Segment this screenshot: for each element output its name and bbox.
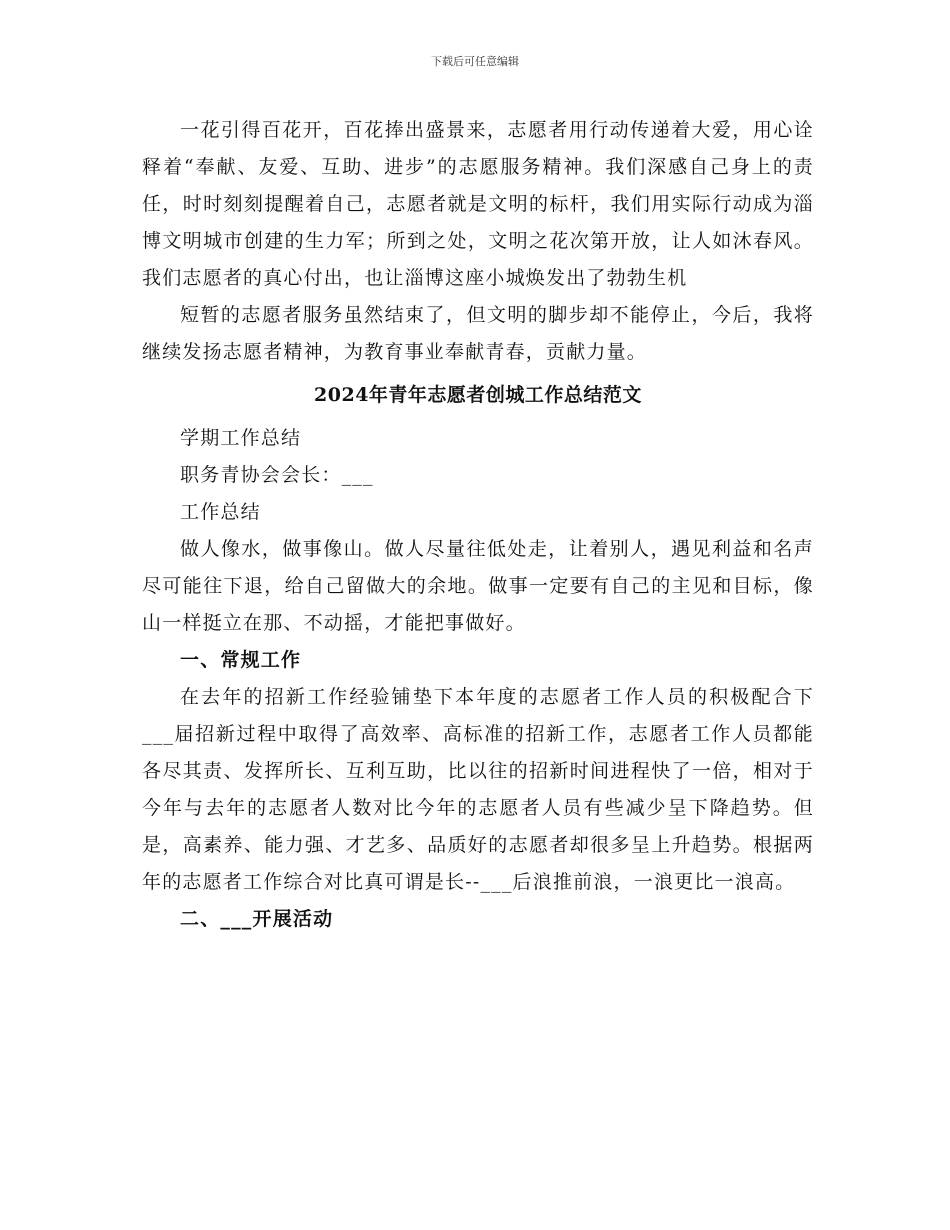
position-line: 职务青协会会长：___ [180,464,374,486]
page-header: 下载后可任意编辑 [431,55,519,68]
body-paragraph-1: 做人像水，做事像山。做人尽量往低处走，让着别人，遇见利益和名声尽可能往下退，给自己留做大的余地。做事一定要有自己的主见和目标，像山一样挺立在那、不动摇，才能把事做好。 [142,538,814,634]
intro-paragraph-1: 一花引得百花开，百花捧出盛景来，志愿者用行动传递着大爱，用心诠释着“奉献、友爱、互助、进步”的志愿服务精神。我们深感自己身上的责任，时时刻刻提醒着自己，志愿者就是文明的标杆，我们用实际行动成为淄博文明城市创建的生力军；所到之处，文明之花次第开放，让人如沐春风。我们志愿者的真心付出，也让淄博这座小城焕发出了勃勃生机 [142,119,814,289]
subtitle-term-summary: 学期工作总结 [180,427,302,449]
document-body [142,112,814,938]
document-title: 2024年青年志愿者创城工作总结范文 [314,384,642,406]
section-heading-1: 一、常规工作 [180,649,302,671]
section-1-paragraph: 在去年的招新工作经验铺垫下本年度的志愿者工作人员的积极配合下___届招新过程中取得了高效率、高标准的招新工作，志愿者工作人员都能各尽其责、发挥所长、互利互助，比以往的招新时间进程快了一倍，相对于今年与去年的志愿者人数对比今年的志愿者人员有些减少呈下降趋势。但是，高素养、能力强、才艺多、品质好的志愿者却很多呈上升趋势。根据两年的志愿者工作综合对比真可谓是长--___后浪推前浪，一浪更比一浪高。 [142,686,814,893]
intro-paragraph-2: 短暂的志愿者服务虽然结束了，但文明的脚步却不能停止，今后，我将继续发扬志愿者精神，为教育事业奉献青春，贡献力量。 [142,304,814,363]
work-summary-label: 工作总结 [180,501,261,523]
section-heading-2: 二、___开展活动 [180,908,334,930]
